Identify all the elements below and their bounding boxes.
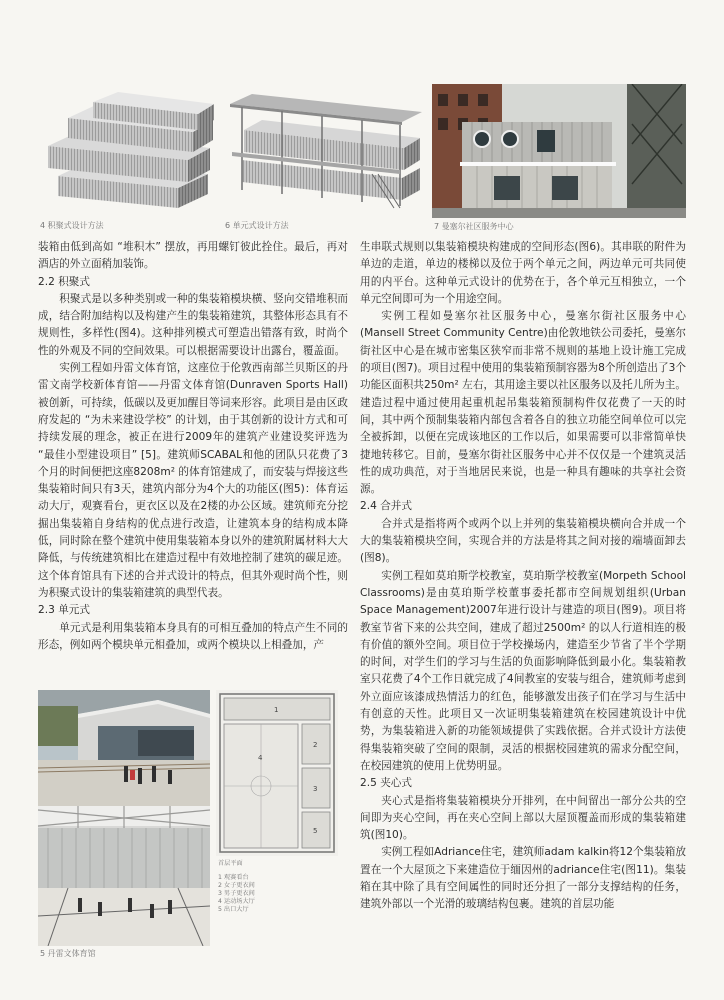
paragraph-mansell-example: 实例工程如曼塞尔社区服务中心，曼塞尔街社区服务中心(Mansell Street Community Centre)由伦敦地铁公司委托，曼塞尔街社区中心是在城市密集区狭窄而非常不规则的基地上设计施工完成的项目(图7)。项目过程中使用的集装箱预制容器为8个所创造出了3个功能区面积共250m² 左右，其用途主要以社区服务以及托儿所为主。建造过程中通过使用起重机起吊集装箱预制构件仅花费了一天的时间，其中两个预制集装箱内部包含着各自的独立功能空间单位可以完全被拆卸，以便在完成该地区的工作以后，如果需要可以非常简单快捷地转移它。目前，曼塞尔街社区服务中心并不仅仅是一个建筑灵活性的成功典范，对于当地居民来说，也是一种具有趣味的共享社会资源。 (360, 310, 686, 496)
plan-number-2: 2 (313, 741, 318, 749)
paragraph-adriance-example: 实例工程如Adriance住宅，建筑师adam kalkin将12个集装箱放置在一个大屋顶之下来建造位于缅因州的adriance住宅(图11)。集装箱在其中除了具有空间属性的同时还分担了一部分支撑结构的任务，建筑外部以一个光滑的玻璃结构包裹。建筑的首层功能 (360, 846, 686, 911)
figure-4-stacked-containers (38, 88, 216, 216)
paragraph-dunraven-example: 实例工程如丹雷文体育馆，这座位于伦敦西南部兰贝斯区的丹雷文南学校新体育馆——丹雷文体育馆(Dunraven Sports Hall)被创新，可持续，低碳以及更加醒目等词来形容。此项目是由区政府发起的 “为未来建设学校” 的计划，由于其创新的设计方式和可持续发展的理念，被正在进行2009年的建筑产业建设奖评选为 “最佳小型建设项目” [5]。建筑师SCABAL和他的团队只花费了3个月的时间便把这座8208m² 的体育馆建成了，而安装与焊接这些集装箱时间只有3天，建筑内部分为4个大的功能区(图5)：体育运动大厅，观赛看台，更衣区以及在2楼的办公区域。建筑师充分挖掘出集装箱自身结构的优点进行改造，让建筑本身的结构成本降低，同时除在整个建筑中使用集装箱本身以外的建筑附属材料大大降低，与传统建筑相比在建造过程中有效地控制了建筑的碳足迹。这个体育馆具有下述的合并式设计的特点，但其外观时尚个性，则为积聚式设计的集装箱建筑的典型代表。 (38, 362, 348, 599)
figure-5-sports-hall-exterior-photo (38, 690, 210, 806)
paragraph-accumulation-definition: 积聚式是以多种类别或一种的集装箱模块横、竖向交错堆积而成，结合附加结构以及构建产生的集装箱建筑，其整体形态具有不规则性，多样性(图4)。这种排列模式可塑造出错落有致，时尚个性的外观及不同的空间效果。可以根据需要设计出露台，覆盖面。 (38, 292, 348, 357)
plan-legend-item: 2 女子更衣间 (218, 882, 255, 889)
plan-legend-item: 4 运动场大厅 (218, 898, 255, 905)
figure-4-caption: 4 积聚式设计方法 (40, 221, 104, 230)
plan-number-4: 4 (258, 754, 263, 762)
plan-number-1: 1 (274, 706, 279, 714)
left-text-column (38, 239, 348, 654)
plan-legend-item: 3 男子更衣间 (218, 890, 255, 897)
figure-6-caption: 6 单元式设计方法 (225, 221, 289, 230)
paragraph-continuation: 装箱由低到高如 “堆积木” 摆放，再用螺钉彼此拴住。最后，再对酒店的外立面稍加装饰。 (38, 241, 348, 271)
plan-number-5: 5 (313, 827, 318, 835)
plan-legend-item: 5 出口大厅 (218, 906, 249, 913)
plan-title: 首层平面 (218, 860, 243, 867)
figure-5-caption: 5 丹雷文体育馆 (40, 949, 96, 958)
paragraph-merge-definition: 合并式是指将两个或两个以上并列的集装箱模块横向合并成一个大的集装箱模块空间，实现合并的方法是将其之间对接的端墙面卸去(图8)。 (360, 517, 686, 565)
figure-6-unit-containers (222, 90, 424, 216)
right-text-column (360, 239, 686, 914)
figure-5-ground-floor-plan (216, 690, 338, 856)
paragraph-unit-definition: 单元式是利用集装箱本身具有的可相互叠加的特点产生不同的形态，例如两个模块单元相叠加，或两个模块以上相叠加，产 (38, 621, 348, 651)
paragraph-morpeth-example: 实例工程如莫珀斯学校教室，莫珀斯学校教室(Morpeth School Classrooms)是由莫珀斯学校董事委托都市空间规划组织(Urban Space Management)2007年进行设计与建造的项目(图9)。项目将教室节省下来的公共空间，建成了超过2500m² 的以人行道相连的极有价值的额外空间。项目位于学校操场内，建造至少节省了半个学期的时间，对学生们的学习与生活的负面影响降低到最小化。集装箱教室只花费了4个工作日就完成了4间教室的安装与组合，建筑师考虑到外立面应该漆成热情活力的红色，能够激发出孩子们在学习与生活中有创意的天性。此项目又一次证明集装箱建筑在校园建筑设计中优势，为集装箱进入新的功能领域提供了实践依据。合并式设计方法使得集装箱突破了空间的限制，灵活的根据校园建筑的需求分配空间，在校园建筑的使用上优势明显。 (360, 569, 686, 772)
section-heading-2-3: 2.3 单元式 (38, 604, 90, 617)
section-heading-2-5: 2.5 夹心式 (360, 777, 412, 790)
figure-7-community-centre-photo (432, 84, 686, 218)
plan-legend (218, 874, 255, 914)
paragraph-unit-continuation: 生串联式规则以集装箱模块构建成的空间形态(图6)。其串联的附件为单边的走道，单边的楼梯以及位于两个单元之间，两边单元可共同使用的内平台。这种单元式设计的优势在于，各个单元互相独立，一个单元空间即可为一个用途空间。 (360, 241, 686, 305)
plan-number-3: 3 (313, 785, 318, 793)
section-heading-2-4: 2.4 合并式 (360, 500, 412, 513)
plan-legend-item: 1 观赛看台 (218, 874, 249, 881)
section-heading-2-2: 2.2 积聚式 (38, 275, 90, 288)
figure-5-sports-hall-interior-photo (38, 806, 210, 946)
paragraph-sandwich-definition: 夹心式是指将集装箱模块分开排列，在中间留出一部分公共的空间即为夹心空间，再在夹心空间上部以大屋顶覆盖而形成的集装箱建筑(图10)。 (360, 794, 686, 842)
figure-7-caption: 7 曼塞尔社区服务中心 (434, 222, 514, 231)
